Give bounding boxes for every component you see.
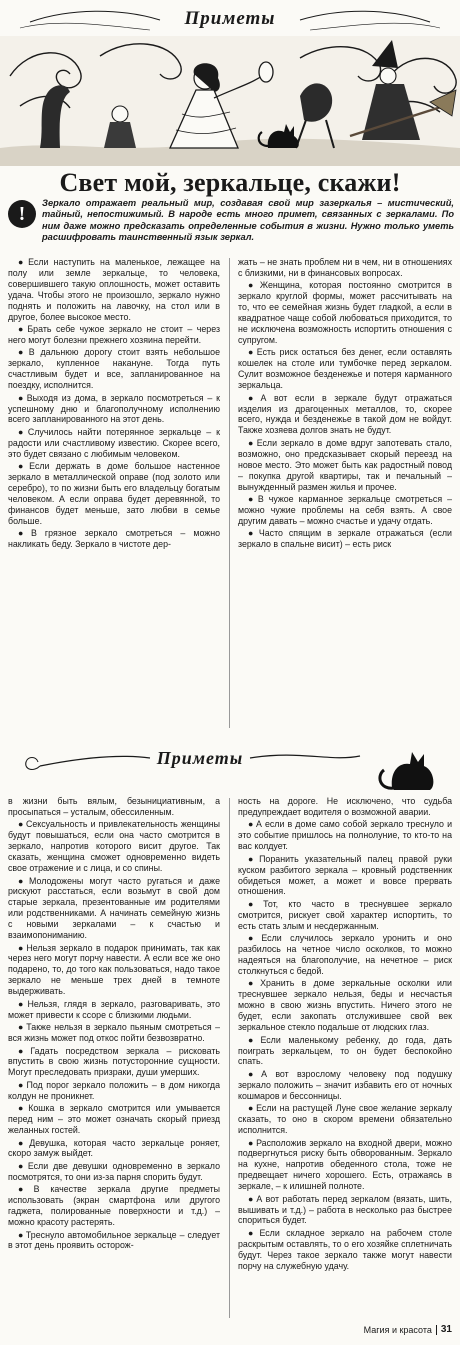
omen-paragraph [238,933,452,977]
omen-paragraph [8,1103,220,1136]
omen-paragraph [238,1069,452,1102]
column-divider [229,258,230,728]
omen-paragraph [8,943,220,998]
bullet-icon: ● [248,1068,260,1079]
column-divider [229,798,230,1318]
omen-paragraph [8,324,220,346]
bullet-icon: ● [248,978,259,989]
omen-paragraph [238,257,452,279]
bullet-icon: ● [18,1137,28,1148]
bullet-icon: ● [248,933,260,944]
omen-paragraph [238,1194,452,1227]
bullet-icon: ● [18,324,26,335]
omen-paragraph [238,280,452,345]
omen-text: Также нельзя в зеркало пьяным смотреться – вся жизнь может под откос пойти безвозвратно. [8,1022,220,1043]
omen-text: В дальнюю дорогу стоит взять небольшое зеркало, купленное накануне. Тогда путь счастливым будет и все, запланированное на поездку, исполнится. [8,347,220,391]
omen-text: Если держать в доме большое настенное зеркало в металлической оправе (под золото или серебро), то по жизни быть его владельцу богатым человеком. А если оправа будет деревянной, то финансов будет меньше, зато любви в семье больше. [8,461,220,526]
bullet-icon: ● [248,898,262,909]
page-number: 31 [440,1324,452,1335]
omen-paragraph [8,528,220,550]
bullet-icon: ● [248,819,254,830]
omen-paragraph [8,1184,220,1228]
bullet-icon: ● [18,1045,29,1056]
omen-text: А вот если в зеркале будут отражаться изделия из драгоценных металлов, то, скорее всего, нужда и безденежье в такой дом не войдут. Также хозяева долгов знать не будут. [238,392,452,436]
bullet-icon: ● [18,1160,26,1171]
bullet-icon: ● [248,1137,255,1148]
bullet-icon: ● [248,853,258,864]
omen-paragraph [238,1035,452,1068]
bullet-icon: ● [18,1079,25,1090]
bullet-icon: ● [248,494,256,504]
omen-paragraph [8,427,220,460]
bullet-icon: ● [18,392,25,403]
bullet-icon: ● [18,461,28,472]
omen-paragraph [8,393,220,426]
column-3 [8,796,220,1322]
omen-paragraph [8,257,220,322]
omen-text: Если случилось зеркало уронить и оно разбилось на четное число осколков, то можно надеяться на благополучие, на нечетное – риск столкнуться с бедой. [238,933,452,976]
omen-text: Под порог зеркало положить – в дом никогда колдун не проникнет. [8,1079,220,1101]
omen-text: Гадать посредством зеркала – рисковать впустить в свою жизнь потусторонние сущности. Могут преследовать призраки, души умерших. [8,1045,220,1078]
footer-separator [436,1325,437,1335]
bullet-icon: ● [18,347,27,358]
omen-text: Если складное зеркало на рабочем столе раскрытым оставлять, то о его хозяйке сплетничать будут. Через такое зеркало также могут навести порчу на служебную удачу. [238,1227,452,1271]
bullet-icon: ● [248,528,257,539]
omen-paragraph [8,1161,220,1183]
column-4 [238,796,452,1322]
rubric-title-2: Приметы [156,748,244,768]
omen-paragraph [238,528,452,550]
omen-text: Случилось найти потерянное зеркальце – к радости или счастливому известию. Скорее всего, это будет связано с любимым человеком. [8,426,220,459]
bullet-icon: ● [18,1103,27,1114]
omen-paragraph [238,1228,452,1272]
omen-text: Кошка в зеркало смотрится или умывается перед ним – это может означать скорый приезд желанных гостей. [8,1103,220,1136]
omen-text: Если зеркало в доме вдруг запотевать стало, возможно, оно предсказывает скорый переезд на новое место. Это может быть как радостный повод – покупка другой квартиры, так и печальный – вынужденный размен жилья и прочее. [238,437,452,492]
omen-text: А вот взрослому человеку под подушку зеркало положить – значит избавить его от ночных кошмаров и бессонницы. [238,1068,452,1101]
bullet-icon: ● [248,280,258,291]
omen-paragraph [8,347,220,391]
omen-text: Часто спящим в зеркале отражаться (если зеркало в спальне висит) – есть риск [238,528,452,550]
bullet-icon: ● [18,875,27,886]
bullet-icon: ● [18,426,26,437]
omen-text: Молодожены могут часто ругаться и даже рискуют расстаться, если возьмут в свой дом старые зеркала, презентованные им родителями или родственниками. А начинать семейную жизнь с новыми зеркалами – к счастью и взаимопониманию. [8,875,220,941]
bullet-icon: ● [18,1184,32,1195]
omen-text: Сексуальность и привлекательность женщины будут повышаться, если она часто смотрится в зеркало, напротив которого висит другое. Так сказать, женщина сможет одновременно видеть свое отражение и с лица, и со спины. [8,819,220,874]
omen-paragraph [238,978,452,1033]
omen-text: Девушка, которая часто зеркальце роняет, скоро замуж выйдет. [8,1137,220,1159]
bullet-icon: ● [248,347,255,358]
omen-text: ность на дороге. Не исключено, что судьба предупреждает водителя о возможной аварии. [238,796,452,817]
omen-text: Поранить указательный палец правой руки куском разбитого зеркала – кровный родственник обидеться может, а может и вовсе прервать отношения. [238,853,452,897]
column-2 [238,257,452,732]
omen-text: Если на растущей Луне свое желание зеркалу сказать, то оно в скором времени обязательно исполнится. [238,1103,452,1136]
omen-text: Тот, кто часто в треснувшее зеркало смотрится, рискует свой характер испортить, то есть стать злым и несдержанным. [238,898,452,931]
page-footer [364,1324,452,1335]
bullet-icon: ● [248,1227,258,1238]
bullet-icon: ● [18,998,26,1009]
omen-text: В качестве зеркала другие предметы использовать (экран смартфона или другого гаджета, полированные поверхности и т.д.) – можно красоту растерять. [8,1184,220,1228]
omen-text: В грязное зеркало смотреться – можно накликать беду. Зеркало в чистоте дер- [8,528,220,550]
fairy-tale-illustration [0,36,460,166]
omen-paragraph [238,819,452,852]
intro-text: Зеркало отражает реальный мир, создавая свой мир зазеркалья – мистический, тайный, непостижимый. В народе есть много примет, связанных с зеркалами. По ним даже можно предсказать определенные события в жизни. Нужно только уметь расшифровать таинственный язык зеркал. [42,198,454,243]
bullet-icon: ● [18,819,24,830]
omen-paragraph [8,796,220,818]
omen-text: жать – не знать проблем ни в чем, ни в отношениях с близкими, ни в финансовых вопросах. [238,257,452,278]
bullet-icon: ● [248,392,259,403]
bullet-icon: ● [18,1229,24,1240]
omen-text: В чужое карманное зеркальце смотреться – можно чужие проблемы на себя взять. А свое другим давать – можно счастье и удачу отдать. [238,494,452,526]
omen-paragraph [8,1138,220,1160]
bullet-icon: ● [18,257,27,267]
omen-text: Если наступить на маленькое, лежащее на полу или земле зеркальце, то человека, совершившего такую оплошность, может оставить удача. Чтобы этого не произошло, зеркало нужно поднять и положить на лавочку, на стол или в другое, более высокое место. [8,257,220,322]
omen-paragraph [8,819,220,874]
omen-paragraph [238,438,452,493]
omen-paragraph [8,1230,220,1252]
bullet-icon: ● [18,1022,25,1033]
omen-paragraph [8,1080,220,1102]
bullet-icon: ● [18,528,29,539]
bullet-icon: ● [248,1034,259,1045]
omen-text: А если в доме само собой зеркало треснуло и это событие пришлось на полнолуние, то кто-то на вас колдует. [238,819,452,852]
rubric-title: Приметы [184,8,276,29]
omen-text: Треснуло автомобильное зеркальце – следует в этот день проявить осторож- [8,1229,220,1251]
omen-text: Хранить в доме зеркальные осколки или треснувшее зеркало нельзя, беды и несчастья можно в свою жизнь впустить. Ничего этого не будет, если закопать отслужившее свой век зеркальное стекло подальше от людских глаз. [238,978,452,1033]
omen-text: Есть риск остаться без денег, если оставлять кошелек на столе или тумбочке перед зеркалом. Сулит возможное безденежье и потеря карманного зеркальца. [238,347,452,391]
omen-paragraph [238,796,452,818]
bullet-icon: ● [248,1103,255,1114]
omen-text: в жизни быть вялым, безынициативным, а просыпаться – усталым, обессиленным. [8,796,220,817]
omen-paragraph [238,393,452,437]
omen-paragraph [8,999,220,1021]
omen-paragraph [238,854,452,898]
omen-paragraph [238,494,452,527]
omen-text: Нельзя, глядя в зеркало, разговаривать, это может привести к ссоре с близкими людьми. [8,998,220,1020]
omen-text: Нельзя зеркало в подарок принимать, так как через него могут порчу навести. А если все же оно подарено, то, до того как пользоваться, надо такое зеркало не меньше трех дней в темноте выдерживать. [8,942,220,997]
omen-paragraph [8,1022,220,1044]
omen-text: Если две девушки одновременно в зеркало посмотрятся, то они из-за парня спорить будут. [8,1160,220,1182]
omen-paragraph [238,1138,452,1193]
bullet-icon: ● [18,942,25,953]
omen-text: Брать себе чужое зеркало не стоит – через него могут болезни прежнего хозяина перейти. [8,324,220,345]
omen-paragraph [8,461,220,526]
magazine-name: Магия и красота [363,1324,432,1335]
intro-block [8,198,454,254]
omen-paragraph [238,347,452,391]
column-1 [8,257,220,732]
article-title: Свет мой, зеркальце, скажи! [59,168,401,197]
exclamation-icon: ! [8,200,36,228]
omen-paragraph [8,1046,220,1079]
omen-paragraph [238,1103,452,1136]
omen-text: А вот работать перед зеркалом (вязать, шить, вышивать и т.д.) – работа в несколько раз быстрее спориться будет. [238,1193,452,1226]
bullet-icon: ● [248,437,255,448]
omen-text: Выходя из дома, в зеркало посмотреться – к успешному дню и благополучному исполнению всего запланированного на этот день. [8,392,220,425]
omen-text: Если маленькому ребенку, до года, дать поиграть зеркальцем, то он будет беспокойно спать. [238,1034,452,1067]
omen-text: Расположив зеркало на входной двери, можно подвергнуться риску быть обворованным. Зеркало на кухне, напротив обеденного стола, тоже не предвещает ничего хорошего. Есть, отражаясь в зеркале, – к илишней полноте. [238,1137,452,1192]
omen-paragraph [238,899,452,932]
omen-paragraph [8,876,220,941]
omen-text: Женщина, которая постоянно смотрится в зеркало круглой формы, может рассчитывать на то, что ее семейная жизнь будет гладкой, а если в квадратное чаще собой любоваться приходится, то не исключена возможность испортить отношения с супругом. [238,280,452,345]
bullet-icon: ● [248,1193,255,1204]
